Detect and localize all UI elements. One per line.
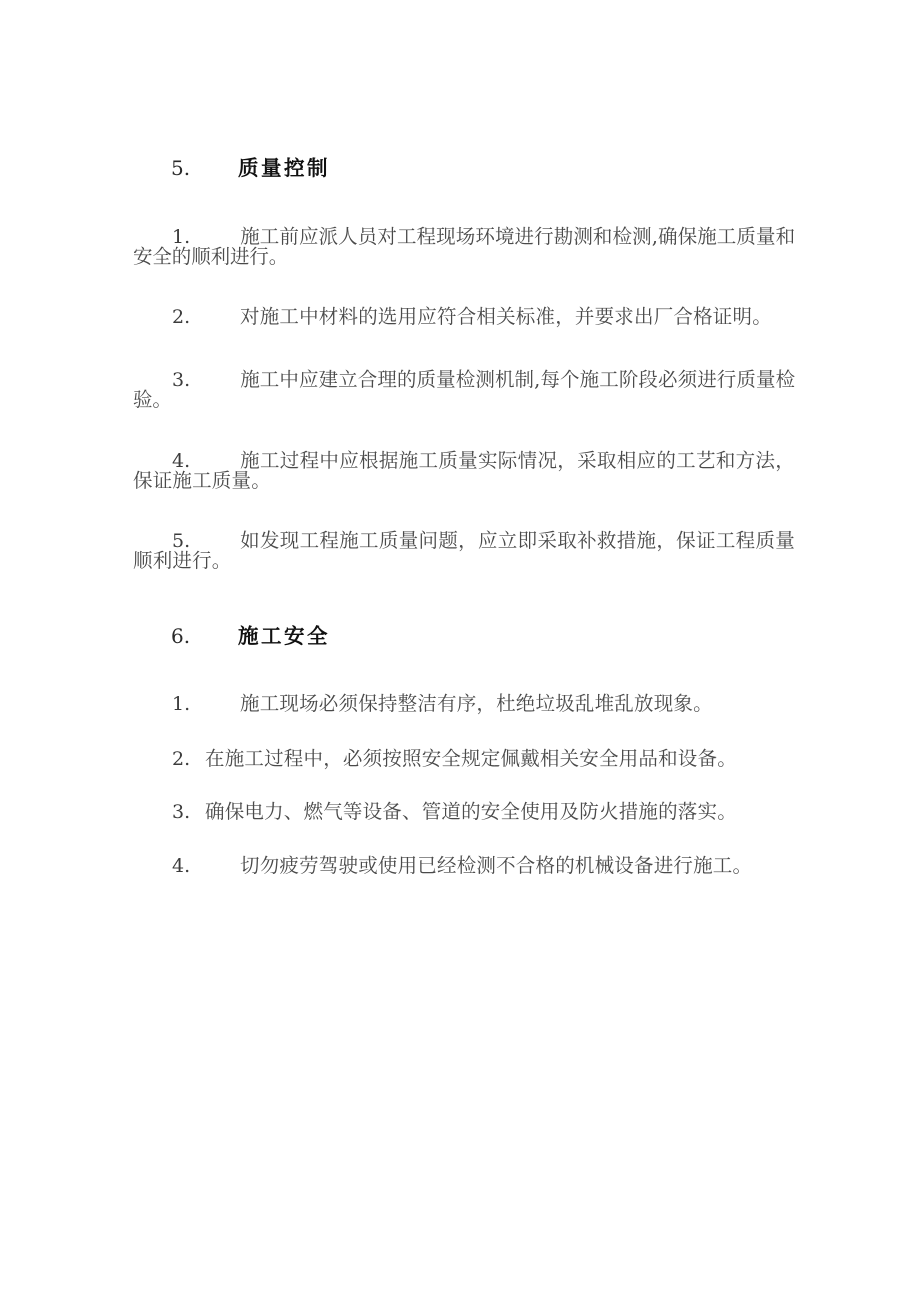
list-item [133,531,795,571]
list-item-number: 4. [172,855,191,877]
section-heading-title: 质量控制 [238,156,330,180]
list-item-number: 5. [172,530,191,552]
section-heading-construction-safety [133,623,795,648]
list-item [133,749,795,769]
list-item-text: 施工中应建立合理的质量检测机制,每个施工阶段必须进行质量检验。 [133,368,795,411]
spacer [133,822,795,856]
list-item-text: 确保电力、燃气等设备、管道的安全使用及防火措施的落实。 [205,800,737,823]
list-item-number: 3. [172,801,191,823]
list-item-text: 施工过程中应根据施工质量实际情况，采取相应的工艺和方法，保证施工质量。 [133,448,795,492]
list-item-number: 2. [172,748,191,770]
list-item-text: 施工前应派人员对工程现场环境进行勘测和检测,确保施工质量和安全的顺利进行。 [133,224,795,268]
list-item-text: 在施工过程中，必须按照安全规定佩戴相关安全用品和设备。 [205,747,737,770]
list-item [133,370,795,410]
spacer [133,714,795,749]
section-heading-number: 5. [171,156,191,180]
spacer [133,410,795,451]
spacer [133,571,795,626]
spacer [133,769,795,802]
section-heading-title: 施工安全 [238,623,330,648]
list-item [133,448,795,492]
list-item-text: 如发现工程施工质量问题，应立即采取补救措施，保证工程质量顺利进行。 [133,529,795,572]
list-item-number: 1. [172,693,191,715]
spacer [133,179,795,227]
list-item-number: 4. [172,449,191,472]
list-item [133,802,795,822]
section-heading-quality-control [133,158,795,179]
document-body [133,158,795,876]
list-item-number: 2. [172,306,191,328]
list-item-text: 对施工中材料的选用应符合相关标准，并要求出厂合格证明。 [240,305,772,328]
list-item-text: 切勿疲劳驾驶或使用已经检测不合格的机械设备进行施工。 [240,854,753,877]
list-item [133,307,795,327]
list-item [133,224,795,268]
section-heading-number: 6. [171,623,191,648]
list-item-number: 3. [172,369,191,391]
list-item [133,856,795,876]
list-item-text: 施工现场必须保持整洁有序，杜绝垃圾乱堆乱放现象。 [240,692,713,715]
list-item [133,694,795,714]
spacer [133,490,795,531]
spacer [133,327,795,370]
spacer [133,266,795,307]
list-item-number: 1. [172,225,191,248]
spacer [133,646,795,694]
